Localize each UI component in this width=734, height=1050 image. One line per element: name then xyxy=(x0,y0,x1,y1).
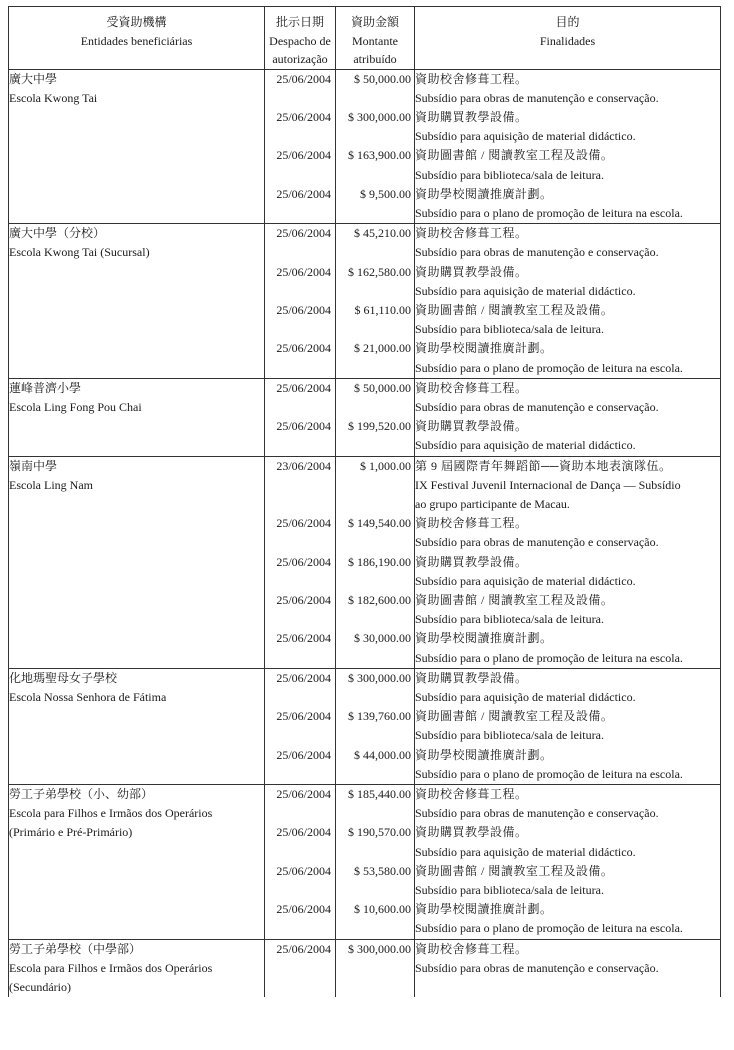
grant-amount: $ 61,110.00 xyxy=(354,302,411,317)
table-row xyxy=(9,668,721,784)
grant-date: 25/06/2004 xyxy=(276,109,331,124)
grant-amount: $ 21,000.00 xyxy=(354,341,411,356)
purpose-pt: Subsídio para biblioteca/sala de leitura. xyxy=(415,322,604,337)
grant-purpose xyxy=(415,823,720,861)
date-cell xyxy=(265,69,336,224)
grant-amount: $ 185,440.00 xyxy=(348,787,411,802)
date-cell xyxy=(265,224,336,379)
grant-date: 25/06/2004 xyxy=(276,380,331,395)
purpose-pt: Subsídio para o plano de promoção de leitura na escola. xyxy=(415,766,683,781)
purpose-zh: 資助校舍修葺工程。 xyxy=(415,226,528,241)
table-body xyxy=(9,69,721,997)
date-cell xyxy=(265,378,336,456)
spacer xyxy=(336,765,414,784)
grant-date: 25/06/2004 xyxy=(276,264,331,279)
table-row xyxy=(9,456,721,668)
header-purpose xyxy=(415,7,721,70)
grant-purpose xyxy=(415,339,720,377)
purpose-cell xyxy=(415,785,721,940)
purpose-pt: Subsídio para aquisição de material didáctico. xyxy=(415,438,636,453)
purpose-cell xyxy=(415,224,721,379)
grant-amount: $ 300,000.00 xyxy=(348,670,411,685)
table-row xyxy=(9,939,721,997)
grant-purpose xyxy=(415,591,720,629)
grant-purpose xyxy=(415,263,720,301)
grant-purpose xyxy=(415,629,720,667)
purpose-zh: 資助圖書館 / 閱讀教室工程及設備。 xyxy=(415,592,614,607)
spacer xyxy=(265,959,335,978)
purpose-zh: 資助購買教學設備。 xyxy=(415,264,528,279)
grant-purpose xyxy=(415,301,720,339)
header-date-zh: 批示日期 xyxy=(275,15,324,29)
purpose-zh: 資助學校閱讀推廣計劃。 xyxy=(415,341,553,356)
purpose-zh: 資助校舍修葺工程。 xyxy=(415,380,528,395)
purpose-zh: 資助學校閱讀推廣計劃。 xyxy=(415,631,553,646)
purpose-cell xyxy=(415,939,721,997)
purpose-zh: 資助購買教學設備。 xyxy=(415,670,528,685)
purpose-pt: Subsídio para aquisição de material didáctico. xyxy=(415,283,636,298)
grant-purpose xyxy=(415,746,720,784)
spacer xyxy=(336,476,414,495)
entity-name-pt: Escola Ling Nam xyxy=(9,477,93,492)
purpose-zh: 資助圖書館 / 閱讀教室工程及設備。 xyxy=(415,863,614,878)
grant-date: 25/06/2004 xyxy=(276,592,331,607)
purpose-pt: Subsídio para aquisição de material didáctico. xyxy=(415,844,636,859)
spacer xyxy=(336,572,414,591)
purpose-cell xyxy=(415,378,721,456)
grant-purpose xyxy=(415,146,720,184)
entity-name-zh: 勞工子弟學校（小、幼部） xyxy=(9,787,154,802)
purpose-zh: 資助購買教學設備。 xyxy=(415,419,528,434)
entity-name-zh: 勞工子弟學校（中學部） xyxy=(9,941,142,956)
spacer xyxy=(336,804,414,823)
spacer xyxy=(336,243,414,262)
grant-purpose xyxy=(415,900,720,938)
grant-purpose xyxy=(415,514,720,552)
grant-purpose xyxy=(415,940,720,978)
entity-name-pt: Escola Kwong Tai xyxy=(9,90,98,105)
table-row xyxy=(9,378,721,456)
spacer xyxy=(336,359,414,378)
entity-name-pt: Escola Kwong Tai (Sucursal) xyxy=(9,245,150,260)
purpose-pt: Subsídio para o plano de promoção de leitura na escola. xyxy=(415,921,683,936)
purpose-cell xyxy=(415,456,721,668)
header-date-pt1: Despacho de xyxy=(269,33,331,48)
purpose-zh: 資助學校閱讀推廣計劃。 xyxy=(415,186,553,201)
spacer xyxy=(265,688,335,707)
purpose-cell xyxy=(415,69,721,224)
spacer xyxy=(265,572,335,591)
purpose-zh: 資助圖書館 / 閱讀教室工程及設備。 xyxy=(415,709,614,724)
table-row xyxy=(9,785,721,940)
purpose-pt: Subsídio para obras de manutenção e conservação. xyxy=(415,960,659,975)
grant-date: 25/06/2004 xyxy=(276,825,331,840)
grant-purpose xyxy=(415,185,720,223)
spacer xyxy=(265,843,335,862)
purpose-pt: Subsídio para o plano de promoção de leitura na escola. xyxy=(415,205,683,220)
spacer xyxy=(336,398,414,417)
entity-name-pt: Escola para Filhos e Irmãos dos Operários xyxy=(9,806,213,821)
amount-cell xyxy=(336,939,415,997)
grant-date: 25/06/2004 xyxy=(276,863,331,878)
purpose-zh: 資助購買教學設備。 xyxy=(415,825,528,840)
grant-purpose xyxy=(415,379,720,417)
grant-amount: $ 149,540.00 xyxy=(348,516,411,531)
spacer xyxy=(336,843,414,862)
spacer xyxy=(336,688,414,707)
spacer xyxy=(336,495,414,514)
grant-amount: $ 45,210.00 xyxy=(354,226,411,241)
purpose-pt: Subsídio para biblioteca/sala de leitura. xyxy=(415,883,604,898)
grant-amount: $ 50,000.00 xyxy=(354,380,411,395)
amount-cell xyxy=(336,69,415,224)
purpose-pt: Subsídio para obras de manutenção e conservação. xyxy=(415,90,659,105)
grant-amount: $ 190,570.00 xyxy=(348,825,411,840)
spacer xyxy=(265,243,335,262)
spacer xyxy=(336,282,414,301)
grant-amount: $ 1,000.00 xyxy=(360,458,411,473)
grant-date: 25/06/2004 xyxy=(276,747,331,762)
grant-purpose xyxy=(415,108,720,146)
grant-purpose xyxy=(415,669,720,707)
entity-cell xyxy=(9,69,265,224)
purpose-pt: Subsídio para biblioteca/sala de leitura. xyxy=(415,728,604,743)
purpose-pt: Subsídio para biblioteca/sala de leitura. xyxy=(415,612,604,627)
grant-purpose xyxy=(415,707,720,745)
entity-name-zh: 廣大中學（分校） xyxy=(9,226,106,241)
spacer xyxy=(336,959,414,978)
amount-cell xyxy=(336,378,415,456)
grant-amount: $ 44,000.00 xyxy=(354,747,411,762)
grant-date: 25/06/2004 xyxy=(276,186,331,201)
spacer xyxy=(336,649,414,668)
purpose-pt: Subsídio para o plano de promoção de leitura na escola. xyxy=(415,650,683,665)
grant-amount: $ 53,580.00 xyxy=(354,863,411,878)
spacer xyxy=(265,204,335,223)
amount-cell xyxy=(336,456,415,668)
spacer xyxy=(265,436,335,455)
spacer xyxy=(336,610,414,629)
spacer xyxy=(336,919,414,938)
purpose-cell xyxy=(415,668,721,784)
amount-cell xyxy=(336,224,415,379)
grant-amount: $ 199,520.00 xyxy=(348,419,411,434)
purpose-zh: 資助校舍修葺工程。 xyxy=(415,71,528,86)
grant-amount: $ 30,000.00 xyxy=(354,631,411,646)
purpose-pt: Subsídio para obras de manutenção e conservação. xyxy=(415,535,659,550)
grant-purpose xyxy=(415,457,720,515)
spacer xyxy=(336,204,414,223)
purpose-zh: 資助校舍修葺工程。 xyxy=(415,516,528,531)
spacer xyxy=(265,726,335,745)
grant-purpose xyxy=(415,862,720,900)
grant-date: 25/06/2004 xyxy=(276,631,331,646)
purpose-pt: Subsídio para obras de manutenção e conservação. xyxy=(415,245,659,260)
grant-amount: $ 182,600.00 xyxy=(348,592,411,607)
spacer xyxy=(265,282,335,301)
spacer xyxy=(265,649,335,668)
grant-purpose xyxy=(415,417,720,455)
spacer xyxy=(336,726,414,745)
grant-date: 23/06/2004 xyxy=(276,458,331,473)
grant-amount: $ 163,900.00 xyxy=(348,148,411,163)
purpose-zh: 資助校舍修葺工程。 xyxy=(415,787,528,802)
header-amount-pt2: atribuído xyxy=(353,52,397,66)
entity-cell xyxy=(9,785,265,940)
spacer xyxy=(265,765,335,784)
amount-cell xyxy=(336,668,415,784)
grant-date: 25/06/2004 xyxy=(276,670,331,685)
spacer xyxy=(336,165,414,184)
grant-purpose xyxy=(415,553,720,591)
grant-amount: $ 10,600.00 xyxy=(354,902,411,917)
purpose-zh: 資助校舍修葺工程。 xyxy=(415,941,528,956)
spacer xyxy=(265,533,335,552)
spacer xyxy=(265,495,335,514)
purpose-pt: Subsídio para aquisição de material didáctico. xyxy=(415,129,636,144)
purpose-pt: Subsídio para obras de manutenção e conservação. xyxy=(415,806,659,821)
spacer xyxy=(265,359,335,378)
grant-amount: $ 300,000.00 xyxy=(348,941,411,956)
grant-date: 25/06/2004 xyxy=(276,226,331,241)
entity-name-zh: 蓮峰普濟小學 xyxy=(9,380,82,395)
entity-cell xyxy=(9,224,265,379)
purpose-pt: Subsídio para aquisição de material didáctico. xyxy=(415,573,636,588)
grant-amount: $ 162,580.00 xyxy=(348,264,411,279)
grant-date: 25/06/2004 xyxy=(276,71,331,86)
header-date-pt2: autorização xyxy=(272,52,328,66)
entity-cell xyxy=(9,378,265,456)
entity-name-pt: Escola Nossa Senhora de Fátima xyxy=(9,690,167,704)
purpose-pt: IX Festival Juvenil Internacional de Dança — Subsídio xyxy=(415,477,681,492)
table-header-row xyxy=(9,7,721,70)
purpose-zh: 資助圖書館 / 閱讀教室工程及設備。 xyxy=(415,148,614,163)
date-cell xyxy=(265,939,336,997)
purpose-pt: Subsídio para o plano de promoção de leitura na escola. xyxy=(415,360,683,375)
grant-date: 25/06/2004 xyxy=(276,341,331,356)
grant-purpose xyxy=(415,70,720,108)
purpose-zh: 資助學校閱讀推廣計劃。 xyxy=(415,902,553,917)
grant-amount: $ 9,500.00 xyxy=(360,186,411,201)
spacer xyxy=(336,881,414,900)
spacer xyxy=(336,89,414,108)
date-cell xyxy=(265,668,336,784)
spacer xyxy=(265,89,335,108)
header-amount-zh: 資助金額 xyxy=(350,15,399,29)
spacer xyxy=(336,436,414,455)
spacer xyxy=(336,533,414,552)
spacer xyxy=(265,881,335,900)
header-amount xyxy=(336,7,415,70)
header-amount-pt1: Montante xyxy=(352,33,398,48)
date-cell xyxy=(265,456,336,668)
header-date xyxy=(265,7,336,70)
grant-date: 25/06/2004 xyxy=(276,148,331,163)
grant-amount: $ 139,760.00 xyxy=(348,709,411,724)
purpose-pt: ao grupo participante de Macau. xyxy=(415,496,570,511)
header-entity xyxy=(9,7,265,70)
table-row xyxy=(9,224,721,379)
grant-date: 25/06/2004 xyxy=(276,709,331,724)
spacer xyxy=(265,165,335,184)
grant-date: 25/06/2004 xyxy=(276,419,331,434)
purpose-zh: 第 9 屆國際青年舞蹈節──資助本地表演隊伍。 xyxy=(415,458,672,473)
entity-cell xyxy=(9,939,265,997)
entity-name-pt: Escola Ling Fong Pou Chai xyxy=(9,399,142,414)
grant-amount: $ 300,000.00 xyxy=(348,109,411,124)
grant-purpose xyxy=(415,224,720,262)
entity-name-zh: 化地瑪聖母女子學校 xyxy=(9,670,118,685)
grant-amount: $ 186,190.00 xyxy=(348,554,411,569)
entity-name-pt: Escola para Filhos e Irmãos dos Operários xyxy=(9,960,213,975)
purpose-pt: Subsídio para aquisição de material didáctico. xyxy=(415,690,636,704)
table-row xyxy=(9,69,721,224)
entity-name-zh: 廣大中學 xyxy=(9,71,58,86)
spacer xyxy=(336,320,414,339)
purpose-zh: 資助購買教學設備。 xyxy=(415,109,528,124)
grant-date: 25/06/2004 xyxy=(276,941,331,956)
spacer xyxy=(265,804,335,823)
entity-name-pt: (Primário e Pré-Primário) xyxy=(9,825,133,840)
header-purpose-zh: 目的 xyxy=(555,15,580,29)
purpose-zh: 資助學校閱讀推廣計劃。 xyxy=(415,747,553,762)
spacer xyxy=(265,127,335,146)
header-entity-pt: Entidades beneficiárias xyxy=(80,33,193,48)
grant-date: 25/06/2004 xyxy=(276,787,331,802)
spacer xyxy=(265,476,335,495)
date-cell xyxy=(265,785,336,940)
spacer xyxy=(265,610,335,629)
grant-purpose xyxy=(415,785,720,823)
purpose-pt: Subsídio para obras de manutenção e conservação. xyxy=(415,399,659,414)
spacer xyxy=(265,398,335,417)
spacer xyxy=(336,127,414,146)
grant-amount: $ 50,000.00 xyxy=(354,71,411,86)
purpose-zh: 資助圖書館 / 閱讀教室工程及設備。 xyxy=(415,302,614,317)
grant-date: 25/06/2004 xyxy=(276,302,331,317)
entity-name-pt: (Secundário) xyxy=(9,980,71,995)
header-purpose-pt: Finalidades xyxy=(539,33,596,48)
grant-date: 25/06/2004 xyxy=(276,516,331,531)
amount-cell xyxy=(336,785,415,940)
purpose-zh: 資助購買教學設備。 xyxy=(415,554,528,569)
entity-cell xyxy=(9,456,265,668)
header-entity-zh: 受資助機構 xyxy=(106,15,167,29)
entity-cell xyxy=(9,668,265,784)
spacer xyxy=(265,320,335,339)
entity-name-zh: 嶺南中學 xyxy=(9,458,58,473)
grant-date: 25/06/2004 xyxy=(276,554,331,569)
purpose-pt: Subsídio para biblioteca/sala de leitura. xyxy=(415,167,604,182)
grants-table xyxy=(8,6,721,997)
spacer xyxy=(265,919,335,938)
grant-date: 25/06/2004 xyxy=(276,902,331,917)
